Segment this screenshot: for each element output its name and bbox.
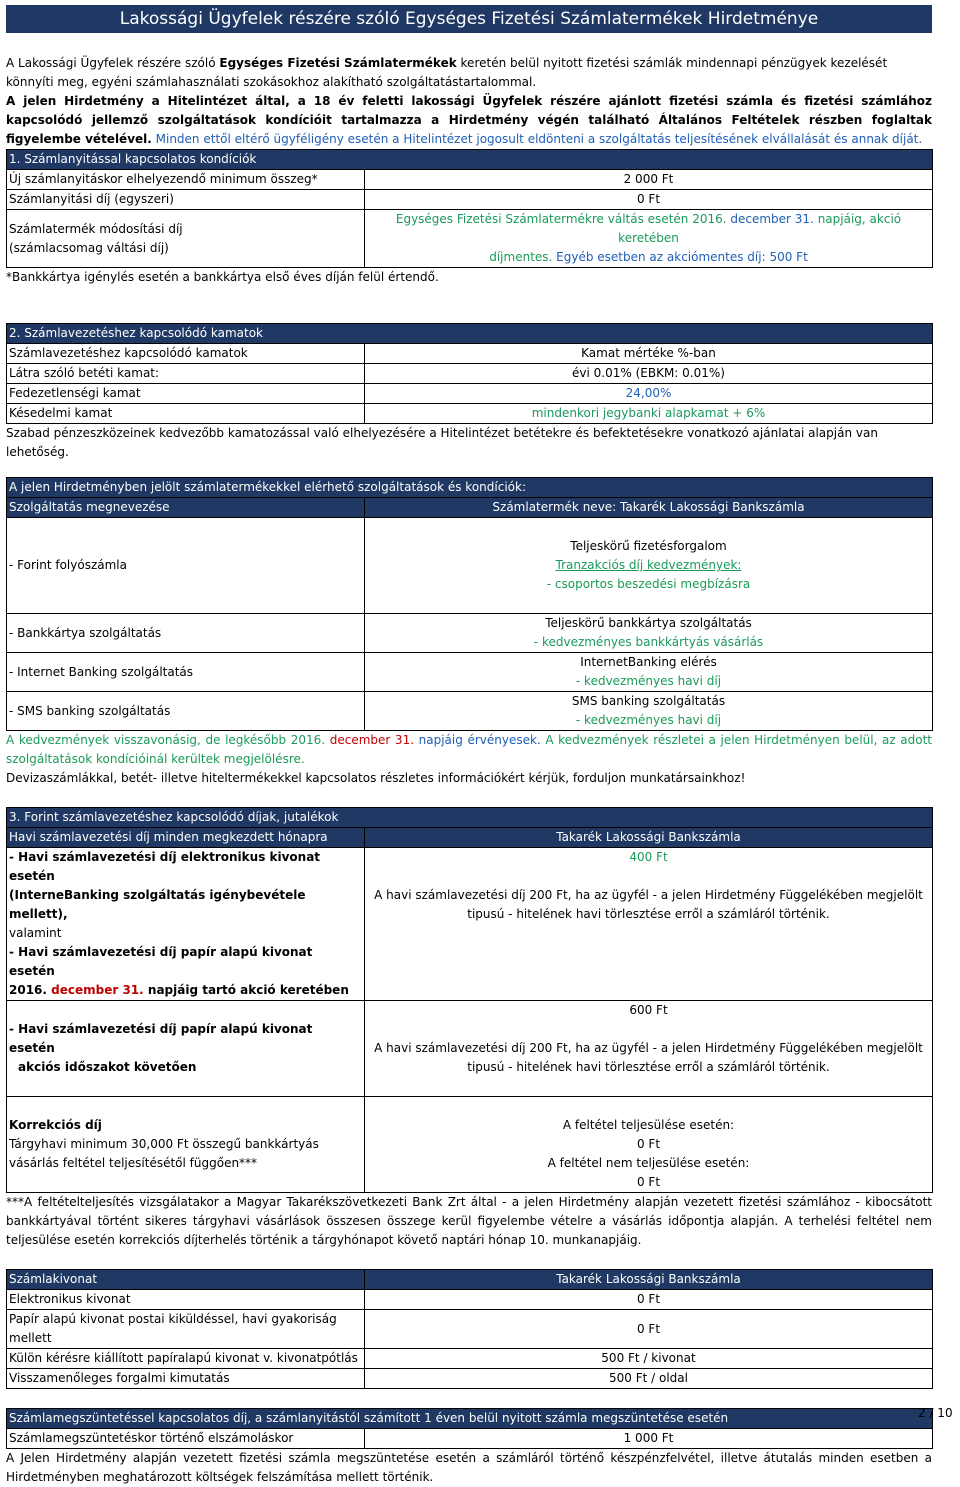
label-line: Tárgyhavi minimum 30,000 Ft összegű bankkártyás [9, 1137, 319, 1151]
intro-text-rest: keretén belül nyitott fizetési számlák mindennapi pénzügyek kezelését könnyíti meg, egyéni számlahasználati szokásokhoz alakítható szolgáltatástartalommal. [6, 56, 888, 89]
fees-column-row [7, 828, 933, 848]
service-value [365, 653, 933, 692]
value-line: Tranzakciós díj kedvezmények: [555, 558, 742, 572]
column-header: Takarék Lakossági Bankszámla [365, 1270, 933, 1290]
section-1-footnote: *Bankkártya igénylés esetén a bankkártya első éves díján felül értendő. [6, 270, 439, 284]
row-label: Számlamegszüntetéskor történő elszámoláskor [7, 1429, 365, 1449]
value-line: A feltétel nem teljesülése esetén: [547, 1156, 750, 1170]
table-row [7, 614, 933, 653]
value-line: - kedvezményes bankkártyás vásárlás [533, 635, 764, 649]
column-header: Számlakivonat [7, 1270, 365, 1290]
row-label: Külön kérésre kiállított papíralapú kivonat v. kivonatpótlás [7, 1349, 365, 1369]
row-value: évi 0.01% (EBKM: 0.01%) [365, 364, 933, 384]
service-label: - Internet Banking szolgáltatás [7, 653, 365, 692]
table-row [7, 1001, 933, 1097]
label-line: - Havi számlavezetési díj elektronikus kivonat esetén [9, 850, 321, 883]
row-label: Új számlanyitáskor elhelyezendő minimum összeg* [7, 170, 365, 190]
correction-fee-footnote: ***A feltételteljesítés vizsgálatakor a Magyar Takarékszövetkezeti Bank Zrt által - a jelen Hirdetmény alapján vezetett fizetési számlához - kibocsátott bankkártyával történt sikeres tárgyhavi vásárlások összesen összege kerül figyelembe vételre a vásárlás időpontja alapján. A terhelési feltétel nem teljesülése esetén korrekciós díjterhelés történik a tárgyhónapot követő naptári hónap 10. munkanapjáig. [6, 1195, 932, 1247]
value-line: Teljeskörű fizetésforgalom [570, 539, 727, 553]
row-value: 0 Ft [365, 1290, 933, 1310]
value-line: 600 Ft [629, 1003, 668, 1017]
row-value-line [367, 248, 930, 267]
label-date: december 31. [51, 983, 144, 997]
account-opening-table [6, 149, 933, 268]
row-label-line: Számlatermék módosítási díj [9, 221, 183, 236]
document-page [6, 5, 932, 1487]
monthly-fee-regular-label [7, 1001, 365, 1097]
label-line: - Havi számlavezetési díj papír alapú kivonat esetén [9, 1022, 313, 1055]
intro-paragraph-2 [6, 92, 932, 149]
table-header-row [7, 344, 933, 364]
service-label: - SMS banking szolgáltatás [7, 692, 365, 731]
intro-bold-statement: A jelen Hirdetmény a Hitelintézet által, a 18 év feletti lakossági Ügyfelek részére ajánlott fizetési számla és fizetési számlához kapcsolódó jellemző szolgáltatások kondícióit tartalmazza a Hirdetmény végén található Általános Feltételek részben foglaltak figyelembe vételével. [6, 94, 932, 146]
value-line: 0 Ft [636, 1175, 661, 1189]
table-row [7, 692, 933, 731]
row-value: mindenkori jegybanki alapkamat + 6% [365, 404, 933, 424]
statement-table [6, 1269, 933, 1389]
value-text: díjmentes. [489, 250, 553, 264]
row-label: Visszamenőleges forgalmi kimutatás [7, 1369, 365, 1389]
table-row [7, 1369, 933, 1389]
table-row [7, 653, 933, 692]
table-row [7, 1290, 933, 1310]
row-value: 2 000 Ft [365, 170, 933, 190]
row-value: 24,00% [365, 384, 933, 404]
service-value [365, 692, 933, 731]
row-label: Látra szóló betéti kamat: [7, 364, 365, 384]
label-line: - Havi számlavezetési díj papír alapú kivonat esetén [9, 945, 313, 978]
interest-table [6, 323, 933, 424]
intro-bold-product: Egységes Fizetési Számlatermékek [219, 56, 457, 70]
table-row [7, 1429, 933, 1449]
table-row [7, 364, 933, 384]
value-line: 0 Ft [636, 1137, 661, 1151]
intro-exception-text: Minden ettől eltérő ügyféligény esetén a Hitelintézet jogosult eldönteni a szolgáltatás teljesítésének elvállalását és annak díját. [151, 132, 923, 146]
table-row [7, 190, 933, 210]
closure-note: A Jelen Hirdetmény alapján vezetett fizetési számla megszüntetése esetén a számláról történő készpénzfelvétel, illetve átutalás minden esetben a Hirdetményben meghatározott költségek felszámítása mellett történik. [6, 1451, 932, 1484]
value-line: SMS banking szolgáltatás [571, 694, 726, 708]
section-3-header: 3. Forint számlavezetéshez kapcsolódó díjak, jutalékok [7, 808, 933, 828]
label-line: (InterneBanking szolgáltatás igénybevétele mellett), [9, 888, 306, 921]
row-label: Számlanyitási díj (egyszeri) [7, 190, 365, 210]
intro-text: A Lakossági Ügyfelek részére szóló [6, 56, 220, 70]
row-label: Fedezetlenségi kamat [7, 384, 365, 404]
row-value-line [367, 210, 930, 248]
row-value: 500 Ft / kivonat [365, 1349, 933, 1369]
value-line: tipusú - hitelének havi törlesztése erről a számláról történik. [467, 1060, 830, 1074]
column-header: Kamat mértéke %-ban [365, 344, 933, 364]
column-header: Havi számlavezetési díj minden megkezdett hónapra [7, 828, 365, 848]
row-value: 1 000 Ft [365, 1429, 933, 1449]
monthly-fee-promo-label [7, 848, 365, 1001]
value-line: A havi számlavezetési díj 200 Ft, ha az ügyfél - a jelen Hirdetmény Függelékében megjelölt [374, 1041, 923, 1055]
value-line: - kedvezményes havi díj [575, 674, 722, 688]
services-contact-note: Devizaszámlákkal, betét- illetve hiteltermékekkel kapcsolatos részletes információkért kérjük, forduljon munkatársainkhoz! [6, 771, 746, 785]
column-header: Szolgáltatás megnevezése [7, 498, 365, 518]
page-number: 2 / 10 [918, 1406, 953, 1420]
row-value: 0 Ft [365, 190, 933, 210]
section-2-header: 2. Számlavezetéshez kapcsolódó kamatok [7, 324, 933, 344]
table-row [7, 848, 933, 1001]
services-column-row [7, 498, 933, 518]
closure-header: Számlamegszüntetéssel kapcsolatos díj, a számlanyitástól számított 1 éven belül nyitott számla megszüntetése esetén [7, 1409, 933, 1429]
value-line: - kedvezményes havi díj [575, 713, 722, 727]
label-line: Papír alapú kivonat postai kiküldéssel, havi gyakoriság [9, 1312, 337, 1326]
row-label [7, 1310, 365, 1349]
service-label: - Bankkártya szolgáltatás [7, 614, 365, 653]
label-line: akciós időszakot követően [18, 1060, 197, 1074]
table-row [7, 170, 933, 190]
service-label: - Forint folyószámla [7, 518, 365, 614]
table-row [7, 1097, 933, 1193]
row-label: Elektronikus kivonat [7, 1290, 365, 1310]
row-label: Késedelmi kamat [7, 404, 365, 424]
table-row [7, 404, 933, 424]
modification-fee-label [7, 210, 365, 268]
table-row [7, 518, 933, 614]
label-line [9, 981, 362, 1000]
table-row [7, 1310, 933, 1349]
label-text: 2016. [9, 983, 52, 997]
section-1-header: 1. Számlanyitással kapcsolatos kondíciók [7, 150, 933, 170]
document-title: Lakossági Ügyfelek részére szóló Egységes Fizetési Számlatermékek Hirdetménye [6, 5, 932, 33]
note-text: A kedvezmények visszavonásig, de legkésőbb 2016. [6, 733, 330, 747]
value-line: - csoportos beszedési megbízásra [546, 577, 751, 591]
value-line: A feltétel teljesülése esetén: [562, 1118, 735, 1132]
monthly-fee-regular-value [365, 1001, 933, 1097]
statement-column-row [7, 1270, 933, 1290]
monthly-fee-promo-value [365, 848, 933, 1001]
modification-fee-value [365, 210, 933, 268]
value-line: InternetBanking elérés [580, 655, 717, 669]
note-text: A kedvezmények részletei a jelen Hirdetményen belül, az adott szolgáltatások kondícióinál kerültek megjelölésre. [6, 733, 932, 766]
column-header: Takarék Lakossági Bankszámla [365, 828, 933, 848]
row-value: 0 Ft [365, 1310, 933, 1349]
column-header: Számlatermék neve: Takarék Lakossági Bankszámla [365, 498, 933, 518]
service-value [365, 614, 933, 653]
value-line: 400 Ft [629, 850, 668, 864]
services-table [6, 477, 933, 731]
note-date: december 31. [329, 733, 415, 747]
label-text: napjáig tartó akció keretében [143, 983, 349, 997]
value-text: Egységes Fizetési Számlatermékre váltás esetén 2016. [395, 212, 731, 226]
value-line: Teljeskörű bankkártya szolgáltatás [545, 616, 752, 630]
service-value [365, 518, 933, 614]
column-header: Számlavezetéshez kapcsolódó kamatok [7, 344, 365, 364]
value-text: Egyéb esetben az akciómentes díj: 500 Ft [552, 250, 808, 264]
value-text: napjáig, akció keretében [618, 212, 902, 245]
fees-table [6, 807, 933, 1193]
table-row [7, 1349, 933, 1369]
row-label-line: (számlacsomag váltási díj) [9, 240, 169, 255]
correction-fee-value [365, 1097, 933, 1193]
intro-paragraph-1 [6, 54, 932, 92]
section-2-note: Szabad pénzeszközeinek kedvezőbb kamatozással való elhelyezésére a Hitelintézet betétekre és befektetésekre vonatkozó ajánlatai alapján van lehetőség. [6, 426, 878, 459]
value-line: A havi számlavezetési díj 200 Ft, ha az ügyfél - a jelen Hirdetmény Függelékében megjelölt [374, 888, 923, 902]
row-value: 500 Ft / oldal [365, 1369, 933, 1389]
services-validity-note [6, 731, 932, 769]
closure-table [6, 1408, 933, 1449]
table-row [7, 384, 933, 404]
label-line: Korrekciós díj [9, 1118, 102, 1132]
label-line: mellett [9, 1331, 52, 1345]
correction-fee-label [7, 1097, 365, 1193]
services-header: A jelen Hirdetményben jelölt számlatermékekkel elérhető szolgáltatások és kondíciók: [7, 478, 933, 498]
value-date: december 31. [730, 212, 814, 226]
label-line: valamint [9, 926, 62, 940]
table-row [7, 210, 933, 268]
label-line: vásárlás feltétel teljesítésétől függően*** [9, 1156, 258, 1170]
value-line: tipusú - hitelének havi törlesztése erről a számláról történik. [467, 907, 830, 921]
note-text: napjáig érvényesek. [414, 733, 541, 747]
